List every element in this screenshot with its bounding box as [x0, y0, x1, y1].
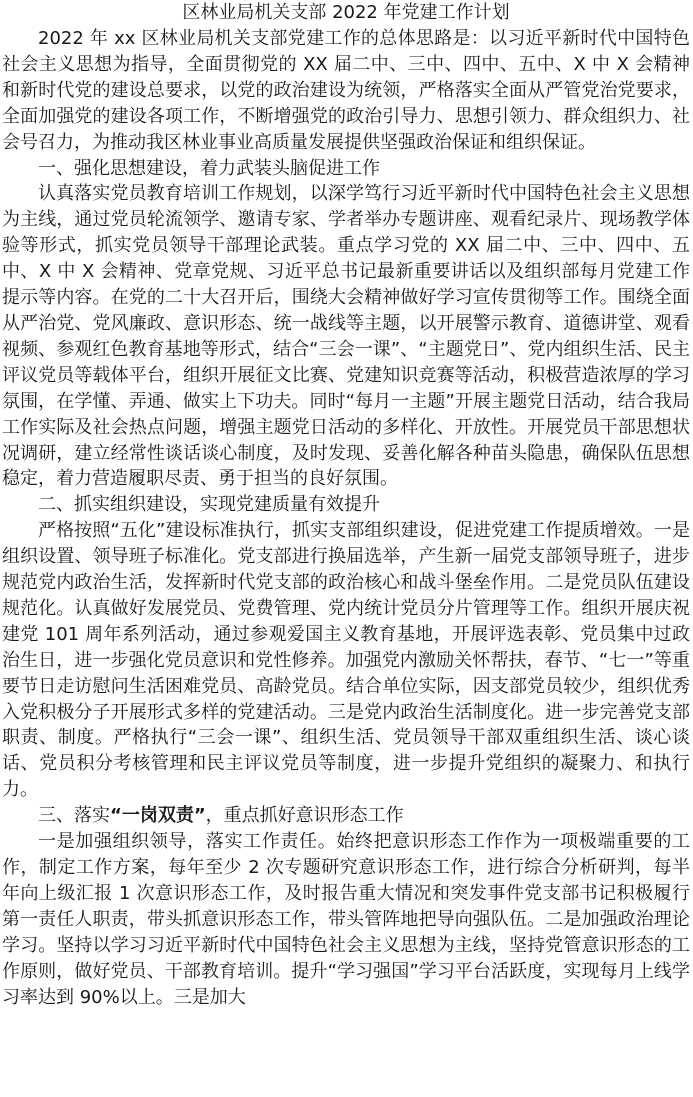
section-3-heading: [2, 803, 690, 829]
section-2-heading: 二、抓实组织建设，实现党建质量有效提升: [38, 494, 380, 516]
document-title: 区林业局机关支部 2022 年党建工作计划: [182, 2, 510, 23]
section-3-body: 一是加强组织领导，落实工作责任。始终把意识形态工作作为一项极端重要的工作，制定工作方案，每年至少 2 次专题研究意识形态工作，进行综合分析研判，每半年向上级汇报 1 次意识形态工作，及时报告重大情况和突发事件党支部书记积极履行第一责任人职责，带头抓意识形态工作，带头管阵地把导向强队伍。二是加强政治理论学习。坚持以学习习近平新时代中国特色社会主义思想为主线，坚持党管意识形态的工作原则，做好党员、干部教育培训。提升“学习强国”学习平台活跃度，实现每月上线学习率达到 90%以上。三是加大: [2, 831, 690, 1008]
section-3-heading-prefix: 三、落实: [38, 805, 110, 827]
section-1-heading: 一、强化思想建设，着力武装头脑促进工作: [38, 157, 380, 179]
intro-paragraph: 2022 年 xx 区林业局机关支部党建工作的总体思路是：以习近平新时代中国特色社会主义思想为指导，全面贯彻党的 XX 届二中、三中、四中、五中、X 中 X 会精神和新时代党的建设总要求，以党的政治建设为统领，严格落实全面从严管党治党要求，全面加强党的建设各项工作，不断增强党的政治引导力、思想引领力、群众组织力、社会号召力，为推动我区林业事业高质量发展提供坚强政治保证和组织保证。: [2, 28, 690, 153]
section-3-heading-emphasis: “一岗双责”: [110, 805, 206, 827]
section-3-heading-suffix: ，重点抓好意识形态工作: [205, 805, 404, 827]
section-1-body: 认真落实党员教育培训工作规划，以深学笃行习近平新时代中国特色社会主义思想为主线，通过党员轮流领学、邀请专家、学者举办专题讲座、观看纪录片、现场教学体验等形式，抓实党员领导干部理论武装。重点学习党的 XX 届二中、三中、四中、五中、X 中 X 会精神、党章党规、习近平总书记最新重要讲话以及组织部每月党建工作提示等内容。在党的二十大召开后，围绕大会精神做好学习宣传贯彻等工作。围绕全面从严治党、党风廉政、意识形态、统一战线等主题，以开展警示教育、道德讲堂、观看视频、参观红色教育基地等形式，结合“三会一课”、“主题党日”、党内组织生活、民主评议党员等载体平台，组织开展征文比赛、党建知识竞赛等活动，积极营造浓厚的学习氛围，在学懂、弄通、做实上下功夫。同时“每月一主题”开展主题党日活动，结合我局工作实际及社会热点问题，增强主题党日活动的多样化、开放性。开展党员干部思想状况调研，建立经常性谈话谈心制度，及时发现、妥善化解各种苗头隐患，确保队伍思想稳定，着力营造履职尽责、勇于担当的良好氛围。: [2, 183, 691, 490]
section-2-body: 严格按照“五化”建设标准执行，抓实支部组织建设，促进党建工作提质增效。一是组织设置、领导班子标准化。党支部进行换届选举，产生新一届党支部领导班子，进步规范党内政治生活，发挥新时代党支部的政治核心和战斗堡垒作用。二是党员队伍建设规范化。认真做好发展党员、党费管理、党内统计党员分片管理等工作。组织开展庆祝建党 101 周年系列活动，通过参观爱国主义教育基地，开展评选表彰、党员集中过政治生日，进一步强化党员意识和党性修养。加强党内激励关怀帮扶，春节、“七一”等重要节日走访慰问生活困难党员、高龄党员。结合单位实际，因支部党员较少，组织优秀入党积极分子开展形式多样的党建活动。三是党内政治生活制度化。进一步完善党支部职责、制度。严格执行“三会一课”、组织生活、党员领导干部双重组织生活、谈心谈话、党员积分考核管理和民主评议党员等制度，进一步提升党组织的凝聚力、和执行力。: [2, 520, 690, 801]
